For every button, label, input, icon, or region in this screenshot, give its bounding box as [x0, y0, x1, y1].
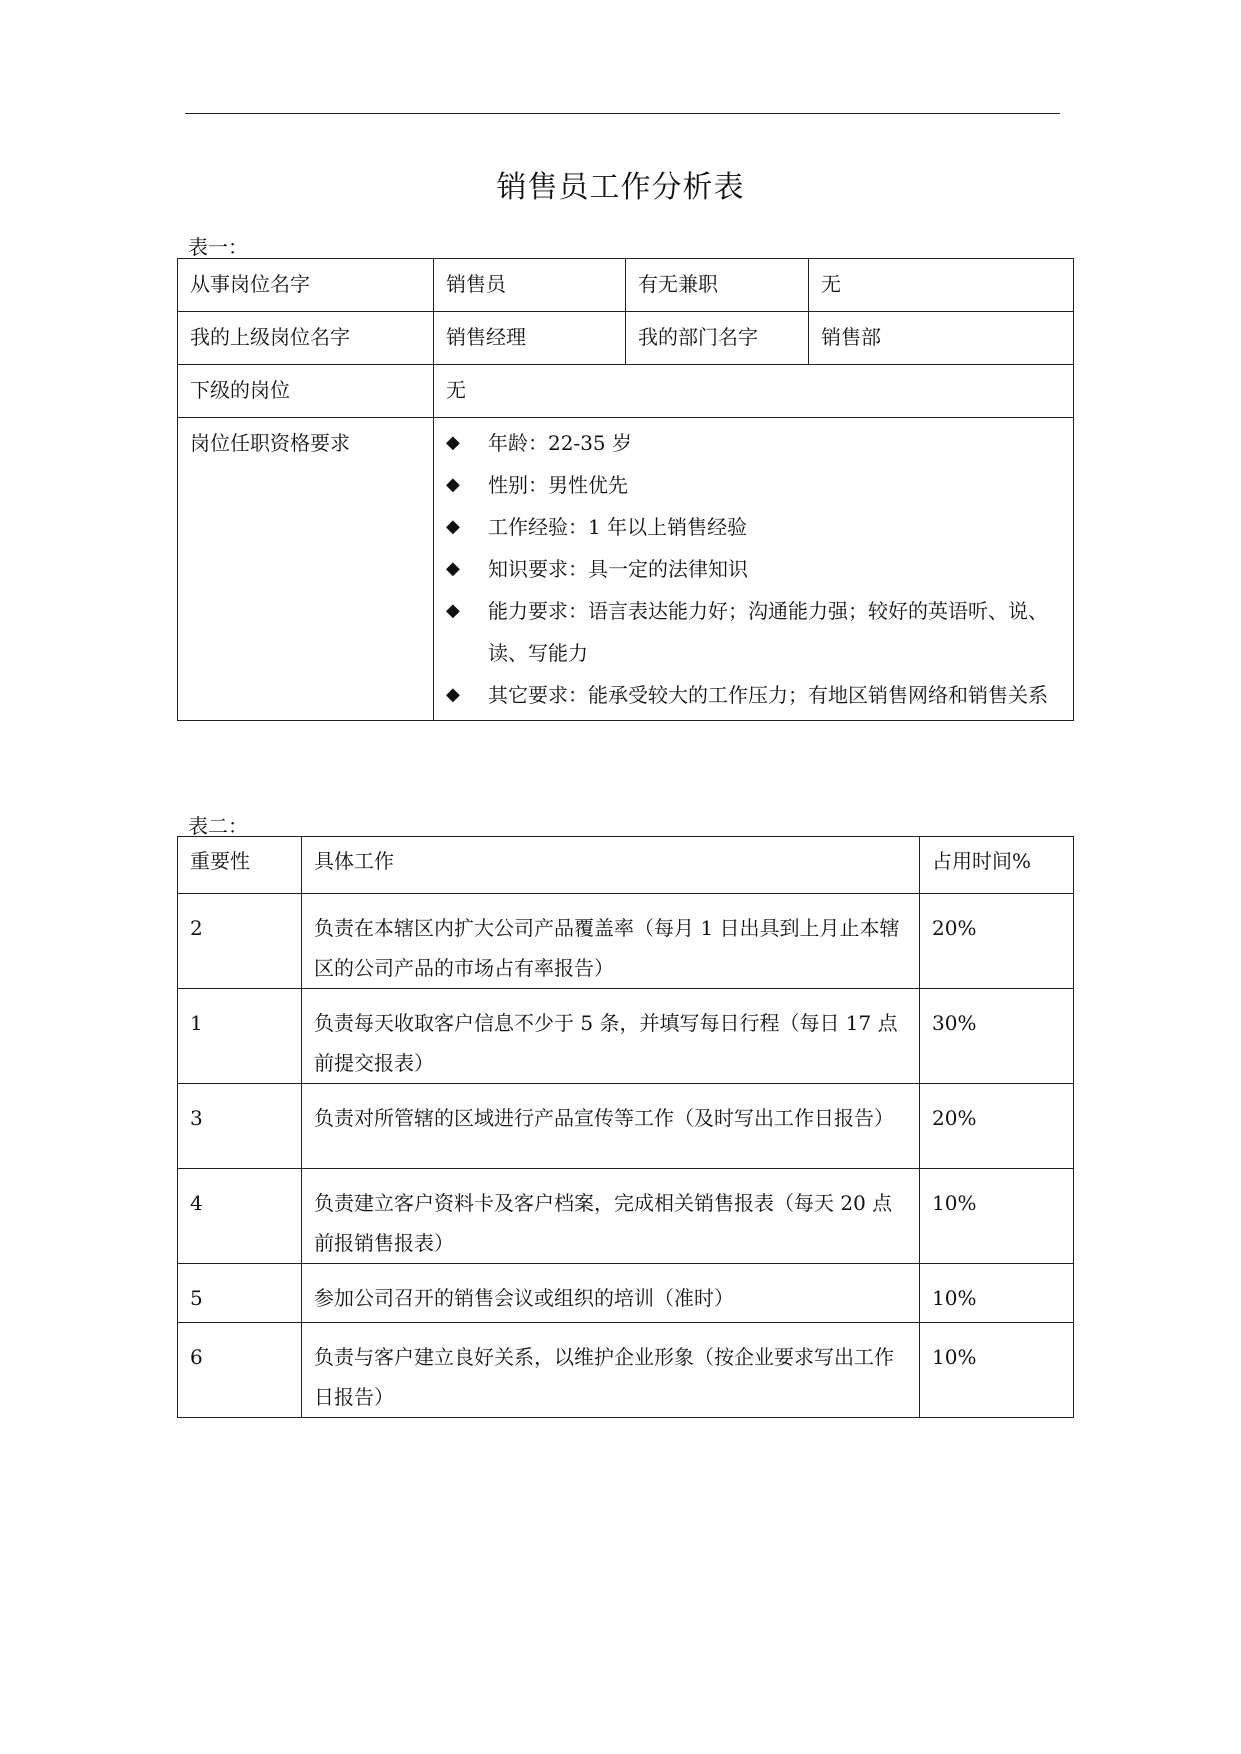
table-row — [178, 418, 1074, 721]
header-rule — [185, 113, 1060, 114]
qualification-text: 年龄：22-35 岁 — [488, 431, 633, 455]
supervisor-position-value: 销售经理 — [434, 312, 626, 365]
diamond-bullet-icon: ◆ — [446, 432, 460, 453]
table-row — [178, 1169, 1074, 1264]
table-header-row — [178, 837, 1074, 894]
time-cell: 10% — [920, 1323, 1074, 1418]
subordinate-position-value: 无 — [434, 365, 1074, 418]
table-row — [178, 365, 1074, 418]
time-cell: 20% — [920, 894, 1074, 989]
part-time-label: 有无兼职 — [626, 259, 809, 312]
table-row — [178, 894, 1074, 989]
subordinate-position-label: 下级的岗位 — [178, 365, 434, 418]
task-cell: 参加公司召开的销售会议或组织的培训（准时） — [302, 1264, 920, 1323]
position-name-label: 从事岗位名字 — [178, 259, 434, 312]
header-time: 占用时间% — [920, 837, 1074, 894]
part-time-value: 无 — [809, 259, 1074, 312]
qualification-list — [446, 422, 1061, 716]
header-importance: 重要性 — [178, 837, 302, 894]
list-item — [446, 674, 1061, 716]
importance-cell: 1 — [178, 989, 302, 1084]
diamond-bullet-icon: ◆ — [446, 684, 460, 705]
department-label: 我的部门名字 — [626, 312, 809, 365]
importance-cell: 2 — [178, 894, 302, 989]
time-cell: 30% — [920, 989, 1074, 1084]
table-row — [178, 989, 1074, 1084]
list-item — [446, 506, 1061, 548]
department-value: 销售部 — [809, 312, 1074, 365]
qualification-label: 岗位任职资格要求 — [178, 418, 434, 721]
task-cell: 负责与客户建立良好关系，以维护企业形象（按企业要求写出工作日报告） — [302, 1323, 920, 1418]
importance-cell: 4 — [178, 1169, 302, 1264]
qualification-text: 知识要求：具一定的法律知识 — [488, 557, 748, 581]
document-title: 销售员工作分析表 — [496, 170, 745, 205]
time-cell: 20% — [920, 1084, 1074, 1169]
table-row — [178, 1084, 1074, 1169]
duty-rows — [178, 894, 1074, 1418]
header-task: 具体工作 — [302, 837, 920, 894]
time-cell: 10% — [920, 1169, 1074, 1264]
table-row — [178, 312, 1074, 365]
list-item — [446, 464, 1061, 506]
diamond-bullet-icon: ◆ — [446, 516, 460, 537]
list-item — [446, 590, 1061, 674]
qualification-text: 性别：男性优先 — [488, 473, 628, 497]
importance-cell: 3 — [178, 1084, 302, 1169]
supervisor-position-label: 我的上级岗位名字 — [178, 312, 434, 365]
qualification-text: 其它要求：能承受较大的工作压力；有地区销售网络和销售关系 — [488, 683, 1048, 707]
table-row — [178, 1323, 1074, 1418]
table1-caption: 表一： — [188, 235, 248, 259]
table-row — [178, 259, 1074, 312]
time-cell: 10% — [920, 1264, 1074, 1323]
position-info-table — [177, 258, 1074, 721]
qualification-text: 工作经验：1 年以上销售经验 — [488, 515, 748, 539]
qualification-text: 能力要求：语言表达能力好；沟通能力强；较好的英语听、说、读、写能力 — [488, 599, 1048, 665]
task-cell: 负责在本辖区内扩大公司产品覆盖率（每月 1 日出具到上月止本辖区的公司产品的市场占有率报告） — [302, 894, 920, 989]
task-cell: 负责每天收取客户信息不少于 5 条，并填写每日行程（每日 17 点前提交报表） — [302, 989, 920, 1084]
task-cell: 负责建立客户资料卡及客户档案，完成相关销售报表（每天 20 点前报销售报表） — [302, 1169, 920, 1264]
list-item — [446, 548, 1061, 590]
table2-caption: 表二： — [188, 814, 248, 838]
diamond-bullet-icon: ◆ — [446, 474, 460, 495]
importance-cell: 6 — [178, 1323, 302, 1418]
diamond-bullet-icon: ◆ — [446, 558, 460, 579]
qualification-cell — [434, 418, 1074, 721]
position-name-value: 销售员 — [434, 259, 626, 312]
task-cell: 负责对所管辖的区域进行产品宣传等工作（及时写出工作日报告） — [302, 1084, 920, 1169]
table-row — [178, 1264, 1074, 1323]
diamond-bullet-icon: ◆ — [446, 600, 460, 621]
importance-cell: 5 — [178, 1264, 302, 1323]
list-item — [446, 422, 1061, 464]
job-duties-table — [177, 836, 1074, 1418]
